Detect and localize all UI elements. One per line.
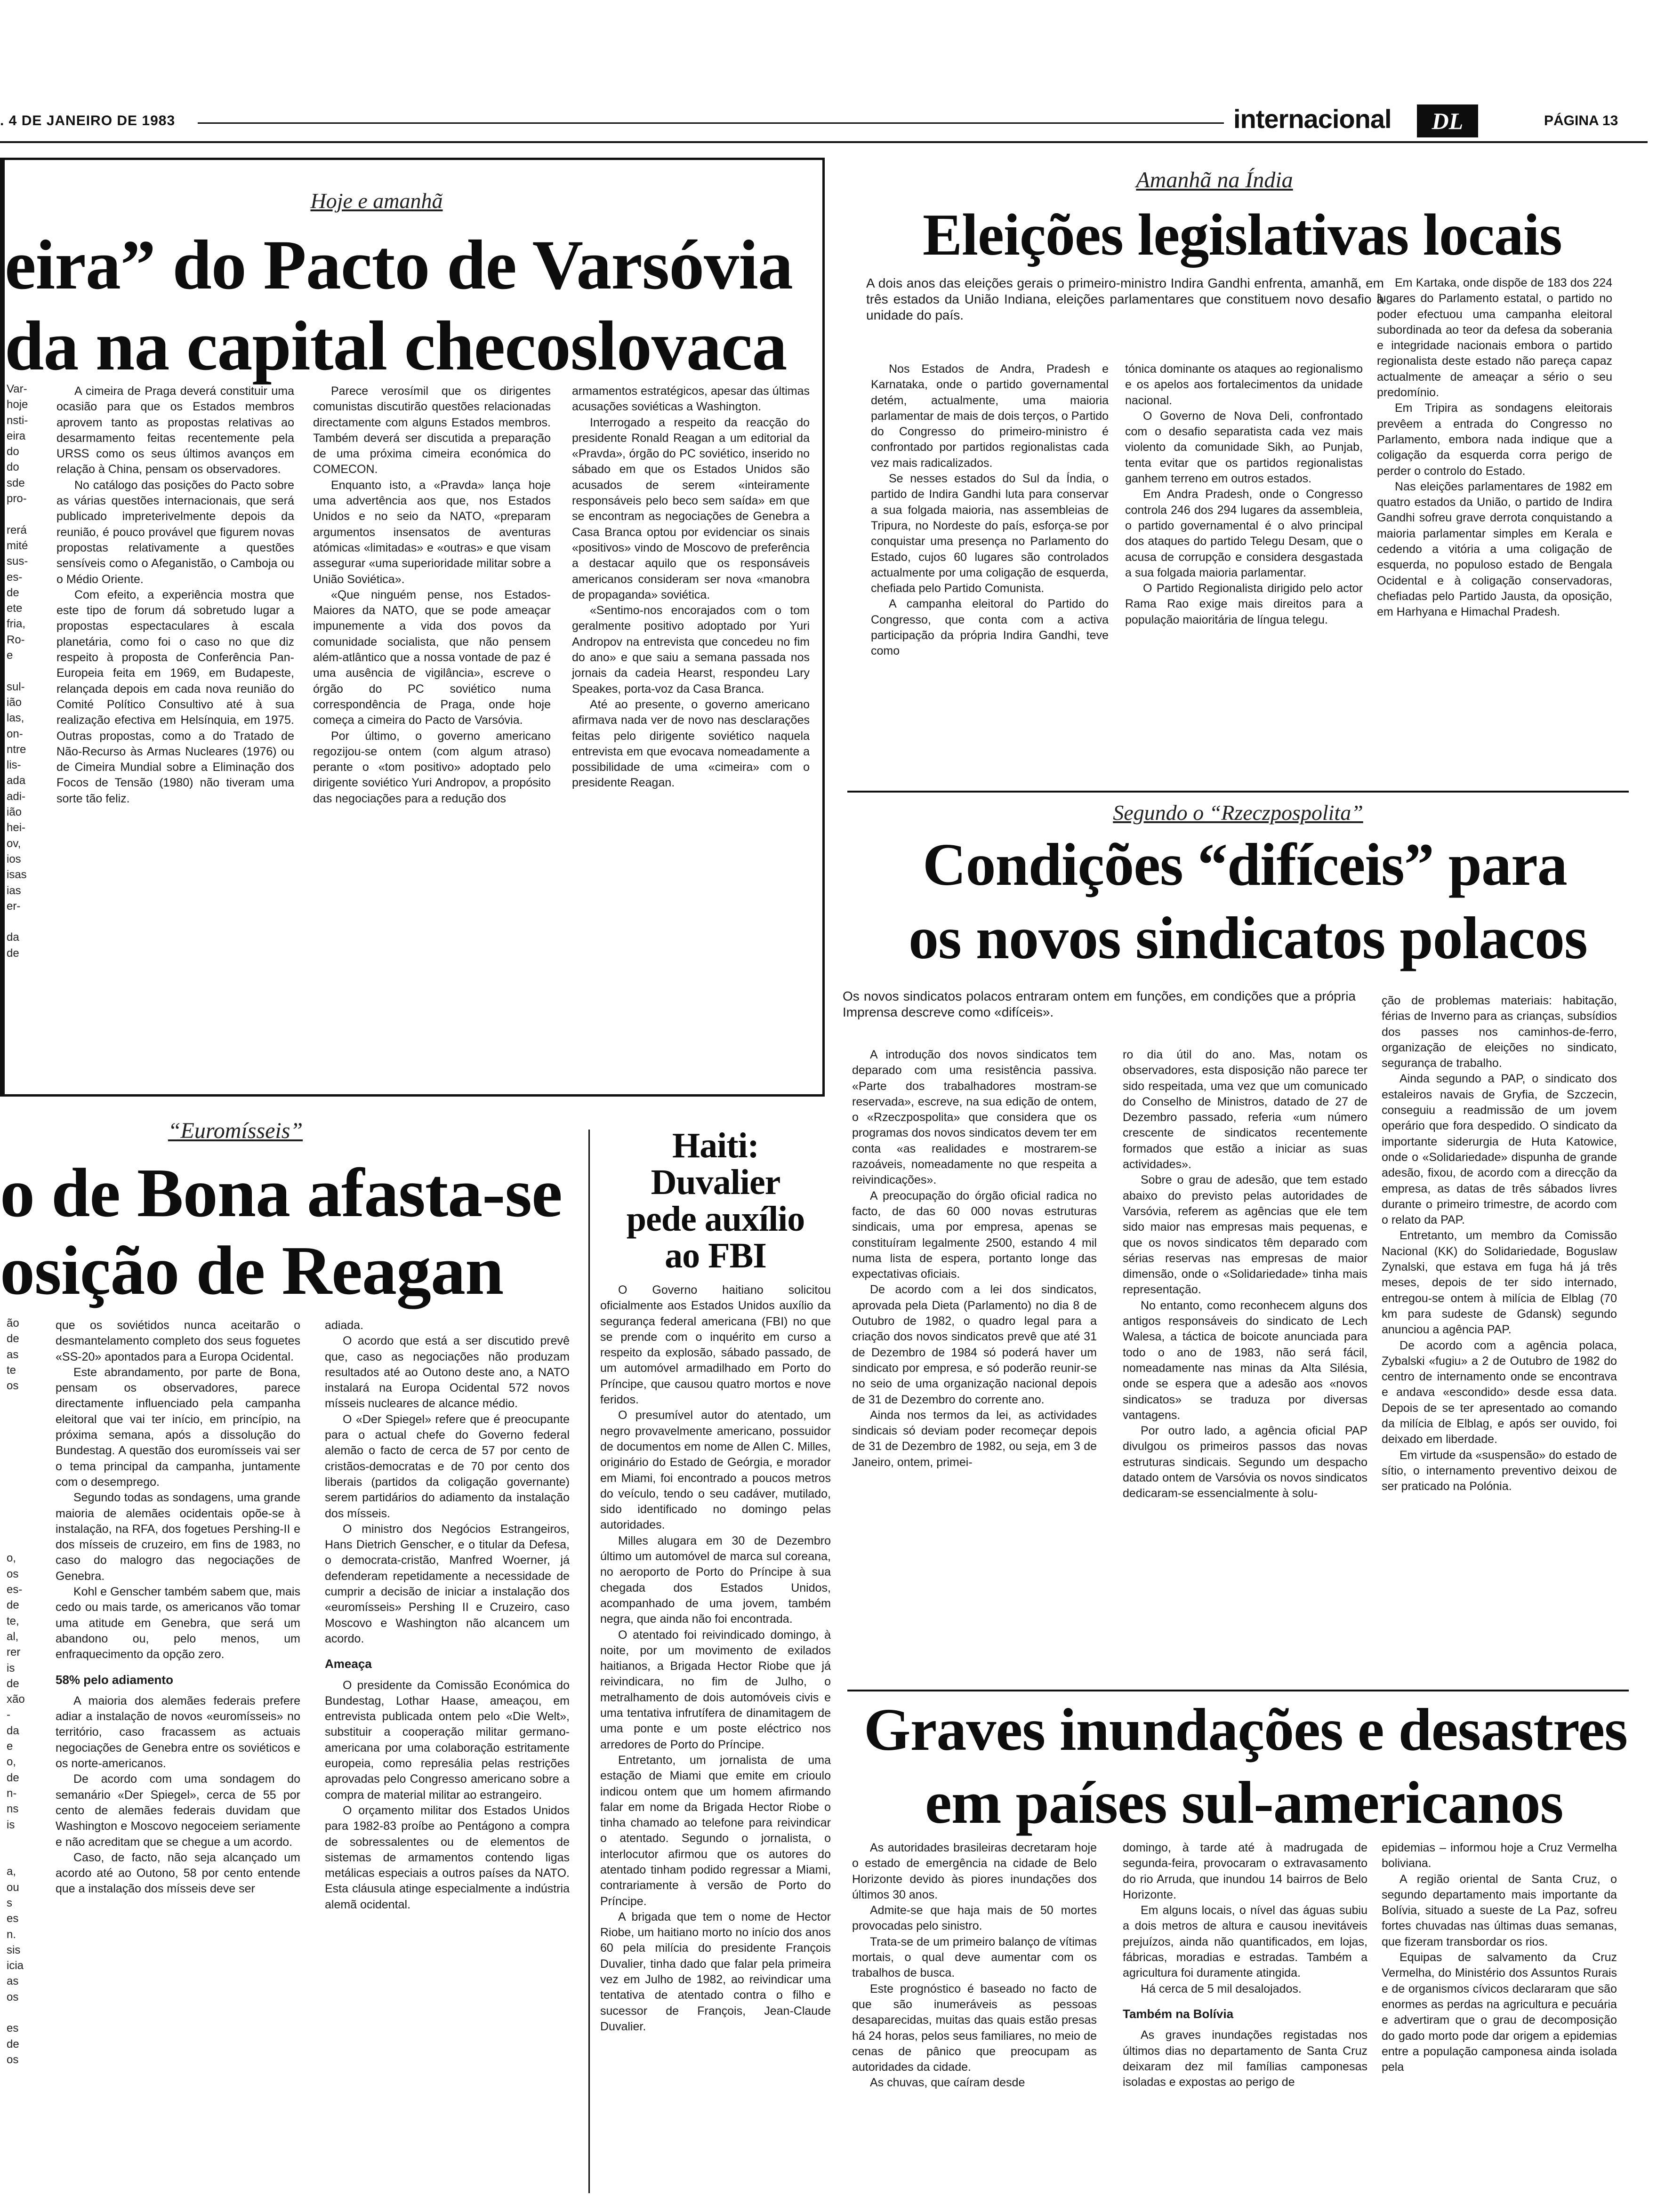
haiti-headline-line-3: pede auxílio [626,1199,805,1239]
paragraph: domingo, à tarde até à madrugada de segunda-feira, provocaram o extravasamento do rio Arruda, que inundou 14 bairros de Belo Horizonte. [1123,1841,1367,1901]
euro-kicker: “Euromísseis” [168,1118,303,1143]
paragraph: armamentos estratégicos, apesar das últimas acusações soviéticas a Washington. [572,385,810,414]
pacto-headline-1: eira” do Pacto de Varsóvia [5,226,793,304]
inundacoes-headline-1: Graves inundações e desastres [864,1696,1627,1763]
paragraph: «Sentimo-nos encorajados com o tom geralmente positivo adoptado por Yuri Andropov na entrevista que concedeu no fim do ano» e que saiu a semana passada nos jornais da cadeia Hearst, respondeu Lary Speakes, porta-voz da Casa Branca. [572,604,810,696]
subheading-ameaca: Ameaça [325,1657,372,1671]
paragraph: Em Andra Pradesh, onde o Congresso controla 246 dos 294 lugares da assembleia, o partido governamental é o alvo principal dos ataques do partido Telegu Desam, que o acusa de corrupção e considera desgastada a sua folgada maioria parlamentar. [1125,488,1363,579]
paragraph: Até ao presente, o governo americano afirmava nada ver de novo nas desclarações feitas pelo dirigente soviético naquela entrevista em que evocava nomeadamente a possibilidade de uma «cimeira» com o presidente Reagan. [572,697,810,790]
paragraph: Caso, de facto, não seja alcançado um acordo até ao Outono, 58 por cento entende que a instalação dos mísseis deve ser [56,1851,300,1896]
paragraph: Milles alugara em 30 de Dezembro último um automóvel de marca sul coreana, no aeroporto de Porto do Príncipe à sua chegada dos Estados Unidos, acompanhado de uma jovem, também negra, que ainda não foi encontrada. [600,1534,831,1626]
divider-polacos-inundacoes [847,1690,1629,1691]
paragraph: Kohl e Genscher também sabem que, mais cedo ou mais tarde, os americanos vão tomar uma atitude em Genebra, que será um abandono ou, pelo menos, um enfraquecimento da opção zero. [56,1585,300,1661]
paragraph: Trata-se de um primeiro balanço de vítimas mortais, o qual deve aumentar com os trabalhos de busca. [852,1935,1097,1980]
paragraph: A região oriental de Santa Cruz, o segundo departamento mais importante da Bolívia, situado a sueste de La Paz, sofreu fortes chuvadas nas últimas duas semanas, que fizeram transbordar os rios. [1382,1872,1617,1948]
paragraph: No catálogo das posições do Pacto sobre as várias questões internacionais, que será publicado impreterivelmente depois da reunião, é pouco provável que figurem novas propostas relativamente a questões sensíveis como o Afeganistão, o Camboja ou o Médio Oriente. [56,478,294,586]
haiti-left-rule [588,1130,590,2193]
paragraph: O Partido Regionalista dirigido pelo actor Rama Rao exige mais direitos para a população maioritária de língua telegu. [1125,582,1363,626]
page-number: PÁGINA 13 [1544,113,1618,128]
paragraph: Em Kartaka, onde dispõe de 183 dos 224 lugares do Parlamento estatal, o partido no poder efectuou uma campanha eleitoral subordinada ao teor da defesa da soberania e integridade nacionais embora o partido regionalista deste estado não pareça capaz actualmente de ameaçar a sério o seu predomínio. [1377,276,1612,400]
india-lead: A dois anos das eleições gerais o primeiro-ministro Indira Gandhi enfrenta, amanhã, em três estados da União Indiana, eleições parlamentares que constituem novo desafio à unidade do país. [866,276,1384,322]
polacos-headline-2: os novos sindicatos polacos [909,905,1587,971]
inundacoes-column-1 [852,1840,1097,2091]
paragraph: O Governo de Nova Deli, confrontado com o desafio separatista cada vez mais violento da comunidade Sikh, ao Punjab, tenta evitar que os partidos regionalistas ganhem terreno em outros estados. [1125,409,1363,486]
euro-headline-1: o de Bona afasta-se [0,1154,562,1232]
paragraph: ro dia útil do ano. Mas, notam os observadores, esta disposição não parece ter sido respeitada, uma vez que um comunicado do Conselho de Ministros, datado de 27 de Dezembro passado, referia «um número crescente de sindicatos recentemente formados que estão a iniciar as suas actividades». [1123,1048,1367,1171]
paragraph: Admite-se que haja mais de 50 mortes provocadas pelo sinistro. [852,1904,1097,1933]
paragraph: Por último, o governo americano regozijou-se ontem (com algum atraso) perante o «tom positivo» adoptado pelo dirigente soviético Yuri Andropov, a propósito das negociações para a redução dos [313,729,551,805]
pacto-kicker: Hoje e amanhã [310,189,443,213]
polacos-kicker: Segundo o “Rzeczpospolita” [1113,801,1363,825]
paragraph: Este prognóstico é baseado no facto de que são inumeráveis as pessoas desaparecidas, muitas das quais estão presas há 24 horas, pelos seus familiares, no meio de cenas de pânico que preocupam as autoridades da cidade. [852,1982,1097,2074]
haiti-column [600,1282,831,2035]
paragraph: A cimeira de Praga deverá constituir uma ocasião para que os Estados membros aprovem tanto as propostas relativas ao desarmamento feitas recentemente pela URSS como os seus últimos avanços em relação à China, pensam os observadores. [56,385,294,476]
paragraph: No entanto, como reconhecem alguns dos antigos responsáveis do sindicato de Lech Walesa, a táctica de boicote anunciada para todo o ano de 1983, não será fácil, nomeadamente nas minas da Alta Silésia, onde se espera que a adesão aos «novos sindicatos» se traduza por diversas vantagens. [1123,1298,1367,1422]
india-headline: Eleições legislativas locais [923,202,1562,268]
paragraph: Por outro lado, a agência oficial PAP divulgou os primeiros passos das novas estruturas sindicais. Segundo um despacho datado ontem de Varsóvia os novos sindicatos dedicaram-se essencialmente à solu- [1123,1424,1367,1500]
euro-column-1 [56,1318,300,1897]
india-kicker: Amanhã na Índia [1136,168,1293,192]
haiti-headline-line-1: Haiti: [672,1126,759,1165]
haiti-headline-line-4: ao FBI [665,1236,766,1275]
paragraph: As autoridades brasileiras decretaram hoje o estado de emergência na cidade de Belo Horizonte devido às piores inundações dos últimos 30 anos. [852,1841,1097,1901]
haiti-headline-line-2: Duvalier [651,1162,780,1202]
inundacoes-column-3 [1382,1840,1617,2075]
euro-cutoff-text: ão de as te os o, os es- de te, al, rer is de xão - da e o, de n- ns is a, ou s es n. sis icia as os es de os [7,1317,25,2066]
section-title: internacional [1233,104,1392,134]
paragraph: adiada. [325,1319,364,1332]
paragraph: Este abrandamento, por parte de Bona, pensam os observadores, parece directamente influenciado pela campanha eleitoral que vai ter início, em princípio, na próxima semana, após a dissolução do Bundestag. A questão dos euromísseis vai ser o tema principal da campanha, juntamente com o desemprego. [56,1365,300,1489]
paragraph: Entretanto, um jornalista de uma estação de Miami que emite em crioulo indicou ontem que um homem afirmando falar em nome da Brigada Hector Riobe o tinha chamado ao telefone para reivindicar o atentado. Segundo o jornalista, o interlocutor afirmou que os autores do atentado tinham podido regressar a Miami, contrariamente à versão de Porto do Príncipe. [600,1753,831,1908]
paragraph: «Que ninguém pense, nos Estados-Maiores da NATO, que se pode ameaçar impunemente a vida dos povos da comunidade socialista, que não pensem além-atlântico que a nossa vontade de paz é uma ausência de vigilância», escreve o órgão do PC soviético numa correspondência de Praga, onde hoje começa a cimeira do Pacto de Varsóvia. [313,588,551,727]
paragraph: Ainda nos termos da lei, as actividades sindicais só deviam poder recomeçar depois de 31 de Dezembro de 1982, ou seja, em 3 de Janeiro, ontem, primei- [852,1408,1097,1469]
pacto-column-3 [572,384,810,791]
paragraph: Parece verosímil que os dirigentes comunistas discutirão questões relacionadas directamente com alguns Estados membros. Também deverá ser discutida a preparação de uma próxima cimeira económica do COMECON. [313,385,551,476]
paragraph: De acordo com a agência polaca, Zybalski «fugiu» a 2 de Outubro de 1982 do centro de internamento onde se encontrava e andava «escondido» desde essa data. Depois de se ter apresentado ao comando da milícia de Elblag, e após ser ouvido, foi deixado em liberdade. [1382,1338,1617,1446]
polacos-column-3 [1382,993,1617,1495]
paragraph: O acordo que está a ser discutido prevê que, caso as negociações não produzam resultados até ao Outono deste ano, a NATO instalará na Europa Ocidental 572 novos mísseis nucleares de alcance médio. [325,1334,570,1411]
paragraph: As chuvas, que caíram desde [870,2076,1025,2090]
polacos-column-2 [1123,1047,1367,1502]
box-left-bar [0,158,5,1097]
paragraph: Entretanto, um membro da Comissão Nacional (KK) do Solidariedade, Boguslaw Zynalski, que estava em fuga há já três meses, depois de ter sido internado, entregou-se ontem à milícia de Elblag (70 km para sudeste de Gdansk) segundo anunciou a agência PAP. [1382,1229,1617,1337]
paragraph: O ministro dos Negócios Estrangeiros, Hans Dietrich Genscher, e o titular da Defesa, o democrata-cristão, Manfred Woerner, já defenderam repetidamente a necessidade de cumprir a decisão de iniciar a instalação dos «euromísseis» Pershing II e Cruzeiro, caso Moscovo e Washington não alcancem um acordo. [325,1522,570,1645]
polacos-column-1 [852,1047,1097,1470]
pacto-column-2 [313,384,551,807]
newspaper-logo-icon: DL [1417,104,1478,137]
paragraph: De acordo com uma sondagem do semanário «Der Spiegel», cerca de 55 por cento de alemães federais duvidam que Washington e Moscovo negoceiem seriamente e não acreditam que se chegue a um acordo. [56,1772,300,1849]
paragraph: As graves inundações registadas nos últimos dias no departamento de Santa Cruz deixaram dez mil famílias camponesas isoladas e expostas ao perigo de [1123,2028,1367,2089]
paragraph: A preocupação do órgão oficial radica no facto, de das 60 000 novas estruturas sindicais, uma por empresa, apenas se constituíram legalmente 2500, estando 4 mil numa lista de espera, portanto longe das expectativas oficiais. [852,1189,1097,1281]
paragraph: A introdução dos novos sindicatos tem deparado com uma resistência passiva. «Parte dos trabalhadores mostram-se reservada», escreve, na sua edição de ontem, o «Rzeczpospolita» que considera que os programas dos novos sindicatos devem ter em conta «as realidades e mostrarem-se razoáveis, nomeadamente no que respeita a reivindicações». [852,1048,1097,1187]
pacto-cutoff-text: Var- hoje nsti- eira do do sde pro- rerá mité sus- es- de ete fria, Ro- e sul- ião las, on- ntre lis- ada adi- ião hei- ov, ios isas ias er- da de [7,383,28,960]
pacto-headline-2: da na capital checoslovaca [5,307,787,385]
paragraph: O presumível autor do atentado, um negro provavelmente americano, possuidor de documentos em nome de Allen C. Milles, originário do Estado de Geórgia, e morador em Miami, foi encontrado a poucos metros do veículo, tendo o seu cadáver, mutilado, sido identificado no domingo pelas autoridades. [600,1409,831,1532]
paragraph: Se nesses estados do Sul da Índia, o partido de Indira Gandhi luta para conservar a sua folgada maioria, nas assembleias de Tripura, no Nordeste do país, esforça-se por conquistar uma presença no Parlamento do Estado, cujos 60 lugares são controlados actualmente por uma coligação de esquerda, chefiada pelo Partido Comunista. [871,472,1109,595]
polacos-lead: Os novos sindicatos polacos entraram ontem em funções, em condições que a própria Imprensa descreve como «difíceis». [843,989,1356,1019]
header-rule-full [0,141,1648,143]
paragraph: O «Der Spiegel» refere que é preocupante para o actual chefe do Governo federal alemão o facto de cerca de 57 por cento de cristãos-democratas e de 70 por cento dos liberais (partidos da coligação governante) serem partidários do adiamento da instalação dos mísseis. [325,1412,570,1520]
paragraph: epidemias – informou hoje a Cruz Vermelha boliviana. [1382,1841,1617,1870]
india-column-1 [871,361,1109,659]
paragraph: De acordo com a lei dos sindicatos, aprovada pela Dieta (Parlamento) no dia 8 de Outubro de 1982, o quadro legal para a criação dos novos sindicatos prevê que até 31 de Dezembro de 1984 só poderá haver um sindicato por empresa, e só poderão reunir-se no seio de uma organização nacional depois de 31 de Dezembro do corrente ano. [852,1283,1097,1406]
subheading-bolivia: Também na Bolívia [1123,2006,1234,2021]
paragraph: A maioria dos alemães federais prefere adiar a instalação de novos «euromísseis» no território, caso fracassem as actuais negociações de Genebra entre os soviéticos e os norte-americanos. [56,1694,300,1771]
paragraph: que os soviétidos nunca aceitarão o desmantelamento completo dos seus foguetes «SS-20» apontados para a Europa Ocidental. [56,1319,300,1363]
paragraph: O Governo haitiano solicitou oficialmente aos Estados Unidos auxílio da segurança federal americana (FBI) no que se prende com o inquérito em curso a respeito da explosão, sábado passado, de um automóvel armadilhado em Porto do Príncipe, que causou quatro mortos e nove feridos. [600,1283,831,1407]
paragraph: tónica dominante os ataques ao regionalismo e os apelos aos fortalecimentos da unidade nacional. [1125,362,1363,407]
euro-column-2 [325,1318,570,1913]
paragraph: Há cerca de 5 mil desalojados. [1141,1982,1302,1996]
paragraph: Com efeito, a experiência mostra que este tipo de forum dá sobretudo lugar a propostas espectaculares à escala planetária, como foi o caso no que diz respeito à proposta de Conferência Pan-Europeia feita em 1969, em Budapeste, relançada depois em cada nova reunião do Comité Político Consultivo até à sua realização efectiva em Helsínquia, em 1975. Outras propostas, como a do Tratado de Não-Recurso às Armas Nucleares (1976) ou de Cimeira Mundial sobre a Eliminação dos Focos de Tensão (1980) não tiveram uma sorte tão feliz. [56,588,294,805]
paragraph: O atentado foi reivindicado domingo, à noite, por um movimento de exilados haitianos, a Brigada Hector Riobe que já reivindicara, no fim de Julho, o metralhamento de dois automóveis civis e uma tentativa infrutífera de dinamitagem de uma ponte e um poste eléctrico nos arredores de Porto do Príncipe. [600,1628,831,1751]
paragraph: Segundo todas as sondagens, uma grande maioria de alemães ocidentais opõe-se à instalação, na RFA, dos fogetues Pershing-II e dos mísseis de cruzeiro, em fins de 1983, no caso do malogro das negociações de Genebra. [56,1491,300,1583]
paragraph: ção de problemas materiais: habitação, férias de Inverno para as crianças, subsídios dos passes nos caminhos-de-ferro, organização de eleições no sindicato, segurança de trabalho. [1382,994,1617,1070]
polacos-headline-1: Condições “difíceis” para [923,831,1567,898]
paragraph: Nas eleições parlamentares de 1982 em quatro estados da União, o partido de Indira Gandhi sofreu grave derrota conquistando a maioria parlamentar simples em Kerala e cedendo a vitória a uma coligação de esquerda, no populoso estado de Bengala Ocidental e à coligação conservadoras, chefiadas pelo Partido Jausta, da oposição, em Harhyana e Himachal Pradesh. [1377,480,1612,619]
paragraph: Ainda segundo a PAP, o sindicato dos estaleiros navais de Gryfia, de Szczecin, conseguiu a readmissão de um jovem operário que fora despedido. O sindicato da importante siderurgia de Huta Katowice, onde o «Solidariedade» dispunha de grande adesão, fixou, de acordo com a direcção da empresa, as datas de três sábados livres durante o primeiro trimestre, de acordo com o relato da PAP. [1382,1072,1617,1227]
paragraph: Em virtude da «suspensão» do estado de sítio, o internamento preventivo deixou de ser praticado na Polónia. [1382,1448,1617,1493]
divider-india-polacos [847,791,1629,793]
paragraph: Enquanto isto, a «Pravda» lança hoje uma advertência aos que, nos Estados Unidos e no seio da NATO, «preparam argumentos insensatos de aventuras atómicas «limitadas» e «outras» e que visam assegurar «uma superioridade militar sobre a União Soviética». [313,478,551,586]
euro-headline-2: osição de Reagan [0,1232,504,1309]
page-header [0,71,1657,141]
header-rule-left [198,122,1224,124]
paragraph: A campanha eleitoral do Partido do Congresso, que conta com a activa participação da própria Indira Gandhi, teve como [871,597,1109,658]
header-date: . 4 DE JANEIRO DE 1983 [0,113,176,128]
paragraph: Nos Estados de Andra, Pradesh e Karnataka, onde o partido governamental detém, actualmente, uma maioria parlamentar de mais de dois terços, o Partido do Congresso do primeiro-ministro é confrontado por partidos regionalistas cada vez mais radicalizados. [871,362,1109,470]
paragraph: Equipas de salvamento da Cruz Vermelha, do Ministério dos Assuntos Rurais e de organismos cívicos declararam que são enormes as perdas na agricultura e pecuária e advertiram que o grau de decomposição do gado morto pode dar origem a epidemias entre a população camponesa ainda isolada pela [1382,1951,1617,2074]
india-column-2 [1125,361,1363,628]
pacto-column-1 [56,384,294,807]
paragraph: A brigada que tem o nome de Hector Riobe, um haitiano morto no início dos anos 60 pela milícia do presidente François Duvalier, tinha dado que falar pela primeira vez em Julho de 1982, ao reivindicar uma tentativa de atentado contra o filho e sucessor de François, Jean-Claude Duvalier. [600,1910,831,2033]
paragraph: Em alguns locais, o nível das águas subiu a dois metros de altura e causou inevitáveis prejuízos, ainda não quantificados, em lojas, fábricas, moradias e estradas. Também a agricultura foi duramente atingida. [1123,1904,1367,1980]
paragraph: Interrogado a respeito da reacção do presidente Ronald Reagan a um editorial da «Pravda», órgão do PC soviético, inserido no sábado em que os Estados Unidos são acusados de serem «inteiramente responsáveis pelo beco sem saída» em que se encontram as negociações de Genebra a Casa Branca optou por evidenciar os sinais «positivos» vindo de Moscovo de preferência a destacar aquilo que os responsáveis americanos consideram ser nova «manobra de propaganda» soviética. [572,416,810,601]
paragraph: Sobre o grau de adesão, que tem estado abaixo do previsto pelas autoridades de Varsóvia, referem as agências que ele tem sido maior nas empresas mais pequenas, e que os novos sindicatos têm deparado com sérias reservas nas empresas de maior dimensão, onde o «Solidariedade» tinha mais representação. [1123,1173,1367,1297]
paragraph: O orçamento militar dos Estados Unidos para 1982-83 proíbe ao Pentágono a compra de sobressalentes ou de elementos de sistemas de armamentos contendo ligas metálicas especiais a outros países da NATO. Esta cláusula atinge especialmente a indústria alemã ocidental. [325,1803,570,1911]
paragraph: Em Tripira as sondagens eleitorais prevêem a entrada do Congresso no Parlamento, embora nada indique que a coligação da esquerda corra perigo de perder o controlo do Estado. [1377,401,1612,478]
haiti-headline [593,1127,838,1274]
inundacoes-headline-2: em países sul-americanos [925,1769,1563,1836]
inundacoes-column-2 [1123,1840,1367,2090]
subheading-adiamento: 58% pelo adiamento [56,1672,173,1687]
india-column-3 [1377,275,1612,620]
paragraph: O presidente da Comissão Económica do Bundestag, Lothar Haase, ameaçou, em entrevista publicada ontem pelo «Die Welt», substituir a cooperação militar germano-americana por uma colaboração estritamente europeia, como represália pelas restrições aprovadas pelo Congresso americano sobre a compra de material militar ao estrangeiro. [325,1678,570,1802]
